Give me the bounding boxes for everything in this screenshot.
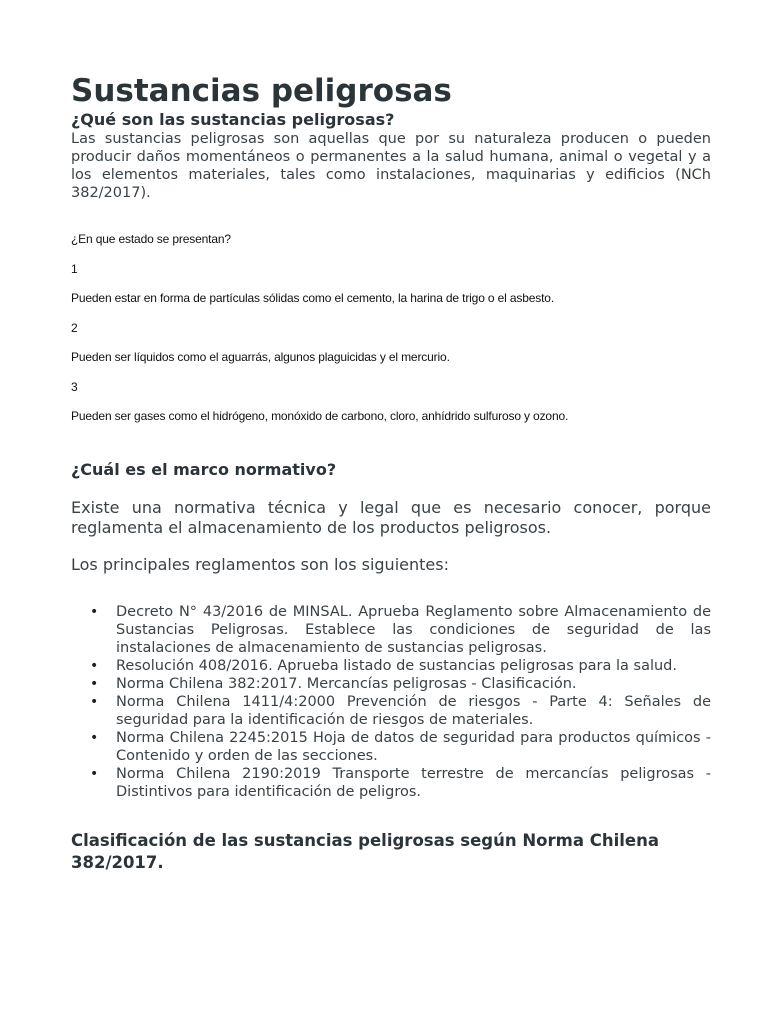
state-text-1: Pueden estar en forma de partículas sólidas como el cemento, la harina de trigo o el asbesto.	[71, 291, 555, 305]
bullet-icon: •	[90, 658, 99, 674]
state-number-1: 1	[71, 262, 78, 276]
regulations-intro: Los principales reglamentos son los siguientes:	[71, 555, 449, 574]
section-heading-what-are: ¿Qué son las sustancias peligrosas?	[71, 110, 395, 129]
state-text-3: Pueden ser gases como el hidrógeno, monóxido de carbono, cloro, anhídrido sulfuroso y ozono.	[71, 409, 569, 423]
page-title: Sustancias peligrosas	[71, 73, 452, 109]
list-item-text: Resolución 408/2016. Aprueba listado de sustancias peligrosas para la salud.	[116, 658, 677, 674]
list-item	[71, 765, 711, 801]
states-question: ¿En que estado se presentan?	[71, 232, 231, 246]
bullet-icon: •	[90, 676, 99, 692]
list-item	[71, 729, 711, 765]
list-item-text: Decreto N° 43/2016 de MINSAL. Aprueba Reglamento sobre Almacenamiento de Sustancias Peligrosas. Establece las condiciones de seguridad de las instalaciones de almacenamiento de sustancias peligrosas.	[116, 604, 711, 656]
bullet-icon: •	[90, 694, 99, 710]
list-item-text: Norma Chilena 2190:2019 Transporte terrestre de mercancías peligrosas - Distintivos para identificación de peligros.	[116, 766, 711, 800]
framework-paragraph: Existe una normativa técnica y legal que es necesario conocer, porque reglamenta el almacenamiento de los productos peligrosos.	[71, 498, 711, 537]
state-number-2: 2	[71, 321, 78, 335]
intro-paragraph: Las sustancias peligrosas son aquellas que por su naturaleza producen o pueden producir daños momentáneos o permanentes a la salud humana, animal o vegetal y a los elementos materiales, tales como instalaciones, maquinarias y edificios (NCh 382/2017).	[71, 131, 711, 201]
list-item	[71, 693, 711, 729]
list-item-text: Norma Chilena 1411/4:2000 Prevención de riesgos - Parte 4: Señales de seguridad para la identificación de riesgos de materiales.	[116, 694, 711, 728]
list-item	[71, 675, 711, 693]
section-heading-framework: ¿Cuál es el marco normativo?	[71, 460, 337, 479]
regulations-list	[71, 603, 711, 801]
list-item-text: Norma Chilena 2245:2015 Hoja de datos de seguridad para productos químicos - Contenido y orden de las secciones.	[116, 730, 711, 764]
list-item	[71, 603, 711, 657]
list-item	[71, 657, 711, 675]
section-heading-classification: Clasificación de las sustancias peligrosas según Norma Chilena 382/2017.	[71, 831, 659, 872]
bullet-icon: •	[90, 730, 99, 746]
state-number-3: 3	[71, 380, 78, 394]
document-content	[71, 72, 711, 874]
bullet-icon: •	[90, 604, 99, 620]
bullet-icon: •	[90, 766, 99, 782]
list-item-text: Norma Chilena 382:2017. Mercancías peligrosas - Clasificación.	[116, 676, 577, 692]
state-text-2: Pueden ser líquidos como el aguarrás, algunos plaguicidas y el mercurio.	[71, 350, 450, 364]
